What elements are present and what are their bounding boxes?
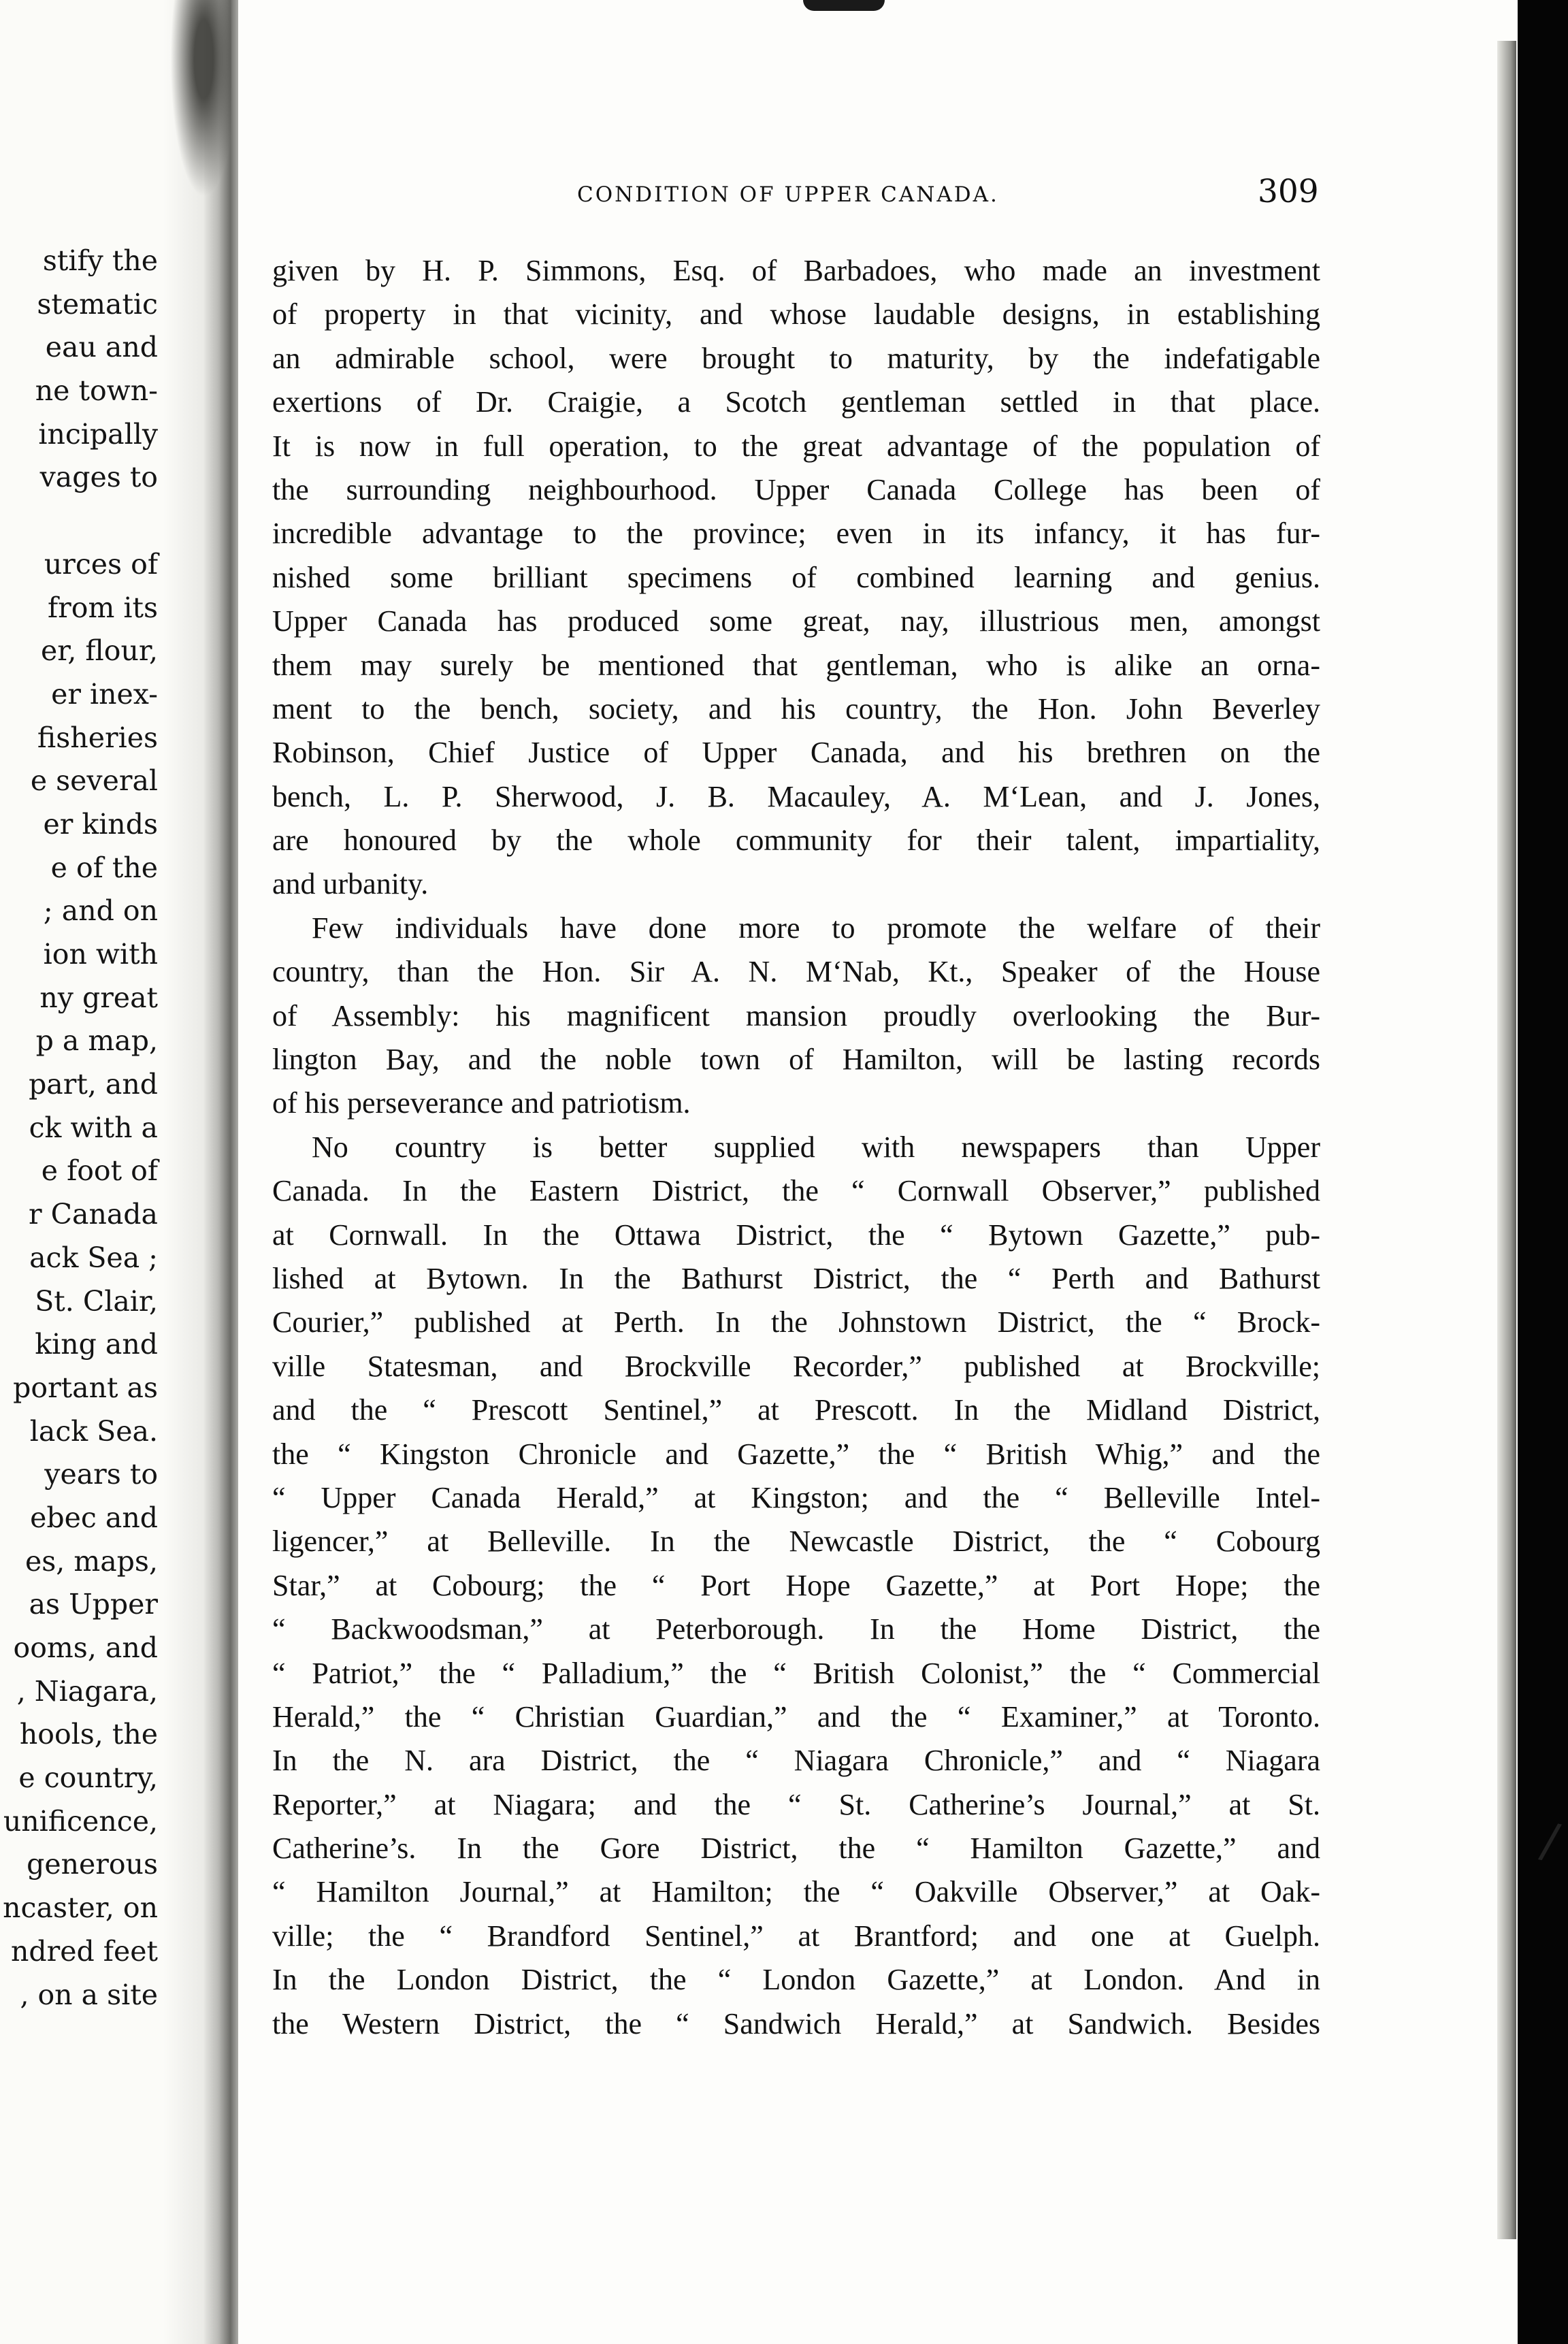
running-head bbox=[0, 173, 1568, 223]
text-line: Robinson, Chief Justice of Upper Canada, and his brethren on the bbox=[272, 736, 1320, 770]
text-line: Few individuals have done more to promote the welfare of their bbox=[312, 911, 1320, 945]
text-line: “ Backwoodsman,” at Peterborough. In the Home District, the bbox=[272, 1612, 1320, 1646]
text-line: ville Statesman, and Brockville Recorder,” published at Brockville; bbox=[272, 1349, 1320, 1383]
text-line: ville; the “ Brandford Sentinel,” at Brantford; and one at Guelph. bbox=[272, 1919, 1320, 1953]
text-line: country, than the Hon. Sir A. N. M‘Nab, Kt., Speaker of the House bbox=[272, 955, 1320, 989]
left-line: years to bbox=[44, 1458, 158, 1491]
left-line: r Canada bbox=[29, 1198, 158, 1231]
left-line: fisheries bbox=[37, 721, 158, 754]
left-line: vages to bbox=[39, 461, 158, 494]
text-line: No country is better supplied with newspapers than Upper bbox=[312, 1130, 1320, 1164]
left-line: er inex- bbox=[51, 677, 158, 711]
left-line bbox=[0, 500, 158, 543]
left-line: ndred feet bbox=[11, 1934, 158, 1968]
left-line: king and bbox=[35, 1328, 158, 1361]
left-line: e of the bbox=[50, 851, 158, 884]
text-line: Reporter,” at Niagara; and the “ St. Catherine’s Journal,” at St. bbox=[272, 1787, 1320, 1821]
left-line: as Upper bbox=[29, 1588, 158, 1621]
text-line: are honoured by the whole community for their talent, impartiality, bbox=[272, 824, 1320, 858]
text-line: It is now in full operation, to the great advantage of the population of bbox=[272, 429, 1320, 463]
left-line: er, flour, bbox=[41, 634, 158, 668]
left-line: generous bbox=[27, 1848, 158, 1881]
text-line: an admirable school, were brought to maturity, by the indefatigable bbox=[272, 341, 1320, 375]
text-line: ligencer,” at Belleville. In the Newcastle District, the “ Cobourg bbox=[272, 1525, 1320, 1559]
left-line: e country, bbox=[18, 1761, 158, 1795]
text-line: given by H. P. Simmons, Esq. of Barbadoes, who made an investment bbox=[272, 254, 1320, 287]
text-line: the “ Kingston Chronicle and Gazette,” the “ British Whig,” and the bbox=[272, 1437, 1320, 1471]
left-line: ncaster, on bbox=[3, 1891, 158, 1925]
left-line: ooms, and bbox=[13, 1631, 158, 1664]
page-body-text bbox=[272, 249, 1320, 2046]
left-line: eau and bbox=[45, 331, 158, 364]
text-line: Star,” at Cobourg; the “ Port Hope Gazette,” at Port Hope; the bbox=[272, 1568, 1320, 1602]
gutter-ink-shadow bbox=[170, 0, 231, 197]
text-line: and urbanity. bbox=[272, 867, 429, 901]
left-line: e several bbox=[30, 764, 158, 798]
left-page-fragment bbox=[0, 0, 225, 2344]
text-line: Upper Canada has produced some great, nay, illustrious men, amongst bbox=[272, 604, 1320, 638]
text-line: of property in that vicinity, and whose laudable designs, in establishing bbox=[272, 297, 1320, 331]
text-line: “ Upper Canada Herald,” at Kingston; and the “ Belleville Intel- bbox=[272, 1480, 1320, 1514]
left-line: , Niagara, bbox=[16, 1674, 158, 1708]
text-line: “ Hamilton Journal,” at Hamilton; the “ Oakville Observer,” at Oak- bbox=[272, 1875, 1320, 1909]
text-line: of Assembly: his magnificent mansion proudly overlooking the Bur- bbox=[272, 998, 1320, 1032]
left-line: unificence, bbox=[3, 1804, 158, 1838]
scan-artifact-mark: / bbox=[1536, 1812, 1564, 1870]
left-line: e foot of bbox=[41, 1154, 158, 1188]
left-line: ion with bbox=[43, 938, 158, 971]
text-line: ment to the bench, society, and his country, the Hon. John Beverley bbox=[272, 691, 1320, 726]
left-line: ; and on bbox=[43, 894, 158, 928]
text-line: “ Patriot,” the “ Palladium,” the “ British Colonist,” the “ Commercial bbox=[272, 1656, 1320, 1690]
text-line: of his perseverance and patriotism. bbox=[272, 1086, 691, 1120]
left-line: St. Clair, bbox=[35, 1284, 158, 1318]
text-line: at Cornwall. In the Ottawa District, the “ Bytown Gazette,” pub- bbox=[272, 1218, 1320, 1252]
text-line: the Western District, the “ Sandwich Herald,” at Sandwich. Besides bbox=[272, 2006, 1320, 2040]
left-line: part, and bbox=[29, 1068, 158, 1101]
text-line: exertions of Dr. Craigie, a Scotch gentleman settled in that place. bbox=[272, 385, 1320, 419]
text-line: incredible advantage to the province; even in its infancy, it has fur- bbox=[272, 517, 1320, 551]
text-line: bench, L. P. Sherwood, J. B. Macauley, A. M‘Lean, and J. Jones, bbox=[272, 779, 1320, 813]
page-edge-shadow bbox=[1497, 41, 1516, 2239]
running-title: CONDITION OF UPPER CANADA. bbox=[577, 182, 999, 207]
text-line: Herald,” the “ Christian Guardian,” and the “ Examiner,” at Toronto. bbox=[272, 1699, 1320, 1733]
left-line: ebec and bbox=[30, 1501, 158, 1534]
left-line: , on a site bbox=[20, 1978, 158, 2011]
text-line: In the N. ara District, the “ Niagara Chronicle,” and “ Niagara bbox=[272, 1744, 1320, 1778]
scan-blot bbox=[803, 0, 885, 11]
text-line: and the “ Prescott Sentinel,” at Prescott. In the Midland District, bbox=[272, 1393, 1320, 1427]
left-page-text bbox=[0, 240, 158, 2017]
text-line: In the London District, the “ London Gazette,” at London. And in bbox=[272, 1963, 1320, 1997]
text-line: lington Bay, and the noble town of Hamilton, will be lasting records bbox=[272, 1043, 1320, 1077]
left-line: ack Sea ; bbox=[29, 1241, 158, 1274]
left-line: urces of bbox=[44, 547, 158, 581]
left-line: er kinds bbox=[43, 807, 158, 841]
left-line: portant as bbox=[13, 1371, 158, 1404]
left-line: stematic bbox=[37, 287, 158, 321]
left-line: ne town- bbox=[35, 374, 158, 408]
left-line: hools, the bbox=[19, 1718, 158, 1751]
text-line: Courier,” published at Perth. In the Johnstown District, the “ Brock- bbox=[272, 1305, 1320, 1339]
text-line: Canada. In the Eastern District, the “ Cornwall Observer,” published bbox=[272, 1174, 1320, 1208]
left-line: ck with a bbox=[29, 1111, 158, 1144]
left-line: lack Sea. bbox=[29, 1414, 158, 1448]
text-line: nished some brilliant specimens of combined learning and genius. bbox=[272, 560, 1320, 594]
text-line: Catherine’s. In the Gore District, the “ Hamilton Gazette,” and bbox=[272, 1832, 1320, 1866]
text-line: the surrounding neighbourhood. Upper Canada College has been of bbox=[272, 472, 1320, 506]
left-line: stify the bbox=[42, 244, 158, 277]
text-line: lished at Bytown. In the Bathurst District, the “ Perth and Bathurst bbox=[272, 1261, 1320, 1295]
left-line: es, maps, bbox=[24, 1544, 158, 1578]
text-line: them may surely be mentioned that gentleman, who is alike an orna- bbox=[272, 648, 1320, 682]
left-line: from its bbox=[48, 591, 158, 624]
left-line: ny great bbox=[39, 981, 158, 1014]
left-line: p a map, bbox=[35, 1024, 158, 1058]
left-line: incipally bbox=[38, 417, 158, 451]
page-number: 309 bbox=[1258, 173, 1319, 210]
